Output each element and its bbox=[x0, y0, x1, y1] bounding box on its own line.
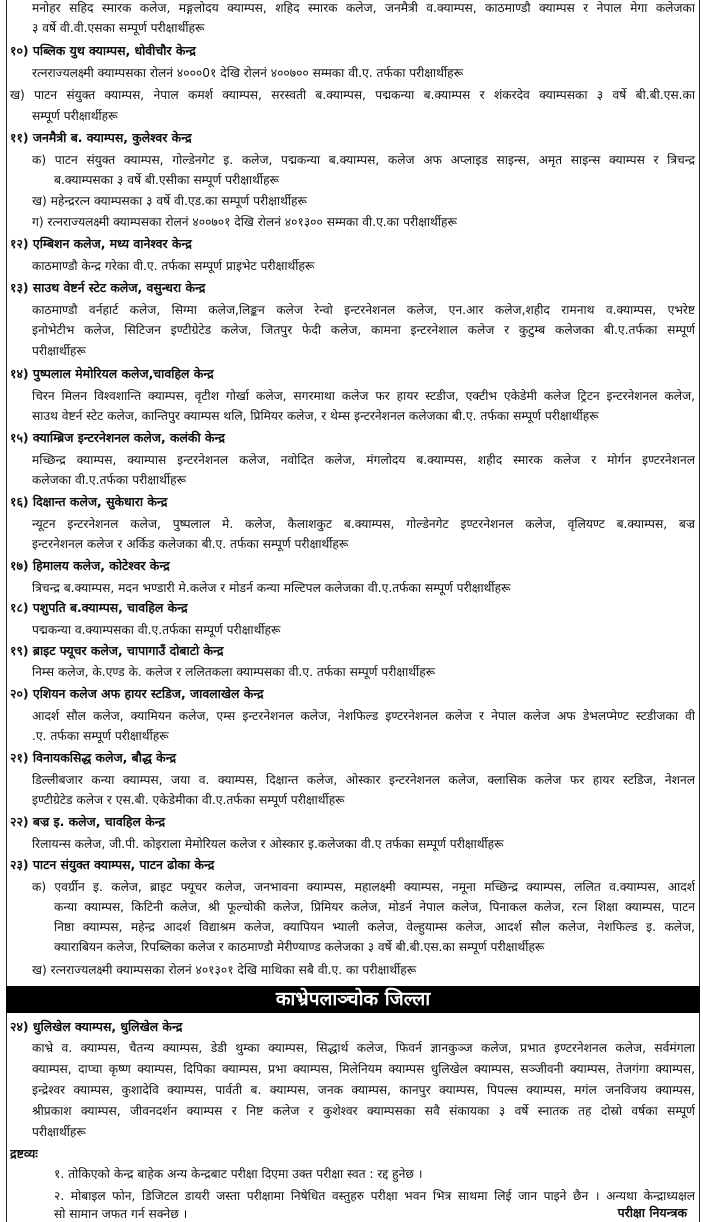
section-heading: १४) पुष्पलाल मेमोरियल कलेज,चावहिल केन्द्र bbox=[10, 366, 214, 381]
notice-line: निष्ठा क्याम्पस, महेन्द्र आदर्श विद्याश्रम कलेज, क्यापियन भ्याली कलेज, वेल्हुयाम्स कलेज, आदर्श सौल कलेज, नेशफिल्ड इ. कलेज, bbox=[54, 920, 695, 934]
notice-line: परीक्षार्थीहरू bbox=[32, 1125, 86, 1139]
notice-line: मनोहर सहिद स्मारक कलेज, मङ्गलोदय क्याम्पस, शहिद स्मारक कलेज, जनमैत्री व.क्याम्पस, काठमाण्डौ क्याम्पस र नेपाल मेगा कलेजका bbox=[32, 1, 695, 15]
notice-line: रत्नराज्यलक्ष्मी क्याम्पसका रोलनं ४०००0१ देखि रोलनं ४००७०० सम्मका वी.ए. तर्फका परीक्षार्थीहरू bbox=[32, 66, 464, 80]
notice-line: काठमाण्डौ वर्नहार्ट कलेज, सिग्मा कलेज,लिङ्कन कलेज रेन्वो इन्टरनेशनल कलेज, एन.आर कलेज,शहीद रामनाथ व.क्याम्पस, एभरेष्ट bbox=[32, 303, 695, 317]
notice-line: डिल्लीबजार कन्या क्याम्पस, जया व. क्याम्पस, दिक्षान्त कलेज, ओस्कार इन्टरनेशनल कलेज, क्लासिक कलेज फर हायर स्टडिज, नेशनल bbox=[32, 773, 695, 787]
section-heading: २४) धुलिखेल क्याम्पस, धुलिखेल केन्द्र bbox=[10, 1019, 183, 1034]
section-heading: १८) पशुपति ब.क्याम्पस, चावहिल केन्द्र bbox=[10, 600, 188, 615]
notice-line: ख) पाटन संयुक्त क्याम्पस, नेपाल कमर्श क्याम्पस, सरस्वती ब.क्याम्पस, पद्मकन्या ब.क्याम्पस र शंकरदेव क्याम्पसका ३ वर्षे बी.बी.एस.का bbox=[10, 88, 695, 102]
notice-line: १. तोकिएको केन्द्र बाहेक अन्य केन्द्रबाट परीक्षा दिएमा उक्त परीक्षा स्वत : रद्द हुनेछ । bbox=[54, 1167, 423, 1181]
notice-line: रिलायन्स कलेज, जी.पी. कोइराला मेमोरियल कलेज र ओस्कार इ.कलेजका वी.ए तर्फका सम्पूर्ण परीक्षार्थीहरू bbox=[32, 837, 504, 851]
section-heading: २१) विनायकसिद्ध कलेज, बौद्ध केन्द्र bbox=[10, 750, 177, 765]
notice-line: इनोभेटीभ कलेज, सिटिजन इण्टीग्रेटेड कलेज, जितपुर फेदी कलेज, कामना इन्टरनेशाल कलेज र कुटुम्ब कलेजका बी.ए.तर्फका सम्पूर्ण bbox=[32, 323, 695, 337]
section-heading: १२) एम्बिशन कलेज, मध्य वानेश्वर केन्द्र bbox=[10, 236, 192, 251]
section-heading: १७) हिमालय कलेज, कोटेश्वर केन्द्र bbox=[10, 558, 170, 573]
notice-line: निम्स कलेज, के.एण्ड के. कलेज र ललितकला क्याम्पसका वी.ए. तर्फका सम्पूर्ण परीक्षार्थीहरू bbox=[32, 665, 436, 679]
notice-line: त्रिचन्द्र ब.क्याम्पस, मदन भण्डारी मे.कलेज र मोडर्न कन्या मल्टिपल कलेजका वी.ए.तर्फका सम्पूर्ण परीक्षार्थीहरू bbox=[32, 581, 511, 595]
notice-line: आदर्श सौल कलेज, क्यामियन कलेज, एम्स इन्टरनेशनल कलेज, नेशफिल्ड इण्टरनेशनल कलेज र नेपाल कलेज अफ डेभलप्मेण्ट स्टडीजका वी bbox=[32, 709, 695, 723]
notice-line: इन्टरनेशनल कलेज र अर्किड कलेजका बी.ए. तर्फका सम्पूर्ण परीक्षार्थीहरू bbox=[32, 537, 349, 551]
notice-line: पद्मकन्या व.क्याम्पसका वी.ए.तर्फका सम्पूर्ण परीक्षार्थीहरू bbox=[32, 623, 281, 637]
notice-line: इण्टीग्रेटेड कलेज र एस.बी. एकेडेमीका वी.ए.तर्फका सम्पूर्ण परीक्षार्थीहरू bbox=[32, 793, 345, 807]
section-heading: द्रष्टव्यः bbox=[10, 1146, 38, 1161]
notice-line: २. मोबाइल फोन, डिजिटल डायरी जस्ता परीक्षामा निषेधित वस्तुहरु परीक्षा भवन भित्र साथमा लिई जान पाइने छैन । अन्यथा केन्द्राध्यक्षल bbox=[54, 1189, 695, 1203]
notice-line: क्याम्पस, दाप्चा कृष्ण क्याम्पस, दिपिका क्याम्पस, प्रभा क्याम्पस, मिलेनियम क्याम्पस धुलिखेल क्याम्पस, सञ्जीवनी क्याम्पस, तेजगंगा क्याम्पस, bbox=[32, 1062, 695, 1076]
section-heading: २०) एशियन कलेज अफ हायर स्टडिज, जावलाखेल केन्द्र bbox=[10, 686, 264, 701]
section-heading: १३) साउथ वेष्टर्न स्टेट कलेज, वसुन्धरा केन्द्र bbox=[10, 280, 206, 295]
notice-line: श्रीप्रकाश क्याम्पस, जीवनदर्शन क्याम्पस र निष्ट कलेज र कुशेश्वर क्याम्पसका सवै संकायका ३ वर्षे स्नातक तह दोस्रो वर्षका सम्पूर्ण bbox=[32, 1104, 695, 1118]
section-heading: ११) जनमैत्री ब. क्याम्पस, कुलेश्वर केन्द्र bbox=[10, 130, 192, 145]
notice-line: क) पाटन संयुक्त क्याम्पस, गोल्डेनगेट इ. कलेज, पद्मकन्या ब.क्याम्पस, कलेज अफ अप्लाइड साइन्स, अमृत साइन्स क्याम्पस र त्रिचन्द्र bbox=[32, 153, 695, 167]
notice-line: क्याराबियन कलेज, रिपब्लिका कलेज र काठमाण्डौ मेरीण्याण्ड कलेजका ३ वर्षे बी.बी.एस.का सम्पूर्ण परीक्षार्थीहरू bbox=[54, 940, 545, 954]
section-heading: १९) ब्राइट फ्यूचर कलेज, चापागाउँ दोबाटो केन्द्र bbox=[10, 643, 224, 658]
signature-exam-controller: परीक्षा नियन्त्रक bbox=[617, 1205, 687, 1220]
section-heading: १५) क्याम्ब्रिज इन्टरनेशनल कलेज, कलंकी केन्द्र bbox=[10, 430, 225, 445]
notice-line: साउथ वेष्टर्न स्टेट कलेज, कान्तिपुर क्याम्पस थलि, प्रिमियर कलेज, र थेम्स इन्टरनेशनल कलेजका बी.ए. तर्फका सम्पूर्ण परीक्षार्थीहरू bbox=[32, 409, 599, 423]
section-heading: २२) बज्र इ. कलेज, चावहिल केन्द्र bbox=[10, 814, 166, 829]
notice-line: कन्या क्याम्पस, किटिनी कलेज, श्री फूल्चोकी कलेज, प्रिमियर कलेज, मोडर्न नेपाल कलेज, पिनाकल कलेज, रत्न शिक्षा क्याम्पस, पाटन bbox=[54, 900, 695, 914]
section-heading: २३) पाटन संयुक्त क्याम्पस, पाटन ढोका केन्द्र bbox=[10, 857, 215, 872]
notice-line: सो सामान जफत गर्न सक्नेछ । bbox=[54, 1207, 188, 1221]
notice-line: ख) महेन्द्ररत्न क्याम्पसका ३ वर्षे वी.एड.का सम्पूर्ण परीक्षार्थीहरू bbox=[32, 194, 307, 208]
notice-line: चिरन मिलन विश्वशान्ति क्याम्पस, वृटीश गोर्खा कलेज, सगरमाथा कलेज फर हायर स्टडीज, एक्टीभ एकेडेमी कलेज ट्रिटन इन्टरनेशनल कलेज, bbox=[32, 389, 695, 403]
notice-line: सम्पूर्ण परीक्षार्थीहरू bbox=[32, 109, 118, 123]
notice-line: .ए. तर्फका सम्पूर्ण परीक्षार्थीहरू bbox=[32, 729, 169, 743]
notice-line: न्यूटन इन्टरनेशनल कलेज, पुष्पलाल मे. कलेज, कैलाशकुट ब.क्याम्पस, गोल्डेनगेट इण्टरनेशनल कलेज, वृलियण्ट ब.क्याम्पस, बज्र bbox=[32, 517, 695, 531]
section-heading: १०) पब्लिक युथ क्याम्पस, धोवीचौर केन्द्र bbox=[10, 43, 196, 58]
notice-line: ब.क्याम्पसका ३ वर्षे बी.एसीका सम्पूर्ण परीक्षार्थीहरू bbox=[54, 173, 280, 187]
notice-line: काठमाण्डौ केन्द्र गरेका वी.ए. तर्फका सम्पूर्ण प्राइभेट परीक्षार्थीहरू bbox=[32, 259, 315, 273]
notice-line: परीक्षार्थीहरू bbox=[32, 344, 86, 358]
notice-line: काभ्रे व. क्याम्पस, चैतन्य क्याम्पस, डेडी थुम्का क्याम्पस, सिद्धार्थ कलेज, फिवर्न ज्ञानकुञ्ज कलेज, प्रभात इण्टरनेशनल कलेज, सर्वमंगला bbox=[32, 1041, 695, 1055]
notice-line: ख) रत्नराज्यलक्ष्मी क्याम्पसका रोलनं ४०१३०१ देखि माथिका सबै वी.ए. का परीक्षार्थीहरू bbox=[32, 963, 417, 977]
notice-line: ग) रत्नराज्यलक्ष्मी क्याम्पसका रोलनं ४००७०१ देखि रोलनं ४०१३०० सम्मका वी.ए.का परीक्षार्थीहरू bbox=[32, 215, 457, 229]
notice-line: कलेजका वी.ए.तर्फका परीक्षार्थीहरू bbox=[32, 473, 187, 487]
notice-line: इन्द्रेश्वर क्याम्पस, कुशादेवि क्याम्पस, पार्वती ब. क्याम्पस, जनक क्याम्पस, कानपुर क्याम्पस, पिपल्स क्याम्पस, मगंल जनविजय क्याम्पस, bbox=[32, 1083, 695, 1097]
district-banner: काभ्रेपलाञ्चोक जिल्ला bbox=[6, 986, 700, 1013]
notice-line: ३ वर्षे वी.वी.एसका सम्पूर्ण परीक्षार्थीहरू bbox=[32, 21, 205, 35]
section-heading: १६) दिक्षान्त कलेज, सुकेधारा केन्द्र bbox=[10, 494, 168, 509]
notice-line: मच्छिन्द्र क्याम्पस, क्याम्पास इन्टरनेशनल कलेज, नवोदित कलेज, मंगलोदय ब.क्याम्पस, शहीद स्मारक कलेज र मोर्गन इण्टरनेशनल bbox=[32, 453, 695, 467]
notice-line: क) एवर्ग्रीन इ. कलेज, ब्राइट फ्यूचर कलेज, जनभावना क्याम्पस, महालक्ष्मी क्याम्पस, नमूना मच्छिन्द्र क्याम्पस, ललित व.क्याम्पस, आदर्श bbox=[32, 880, 695, 894]
